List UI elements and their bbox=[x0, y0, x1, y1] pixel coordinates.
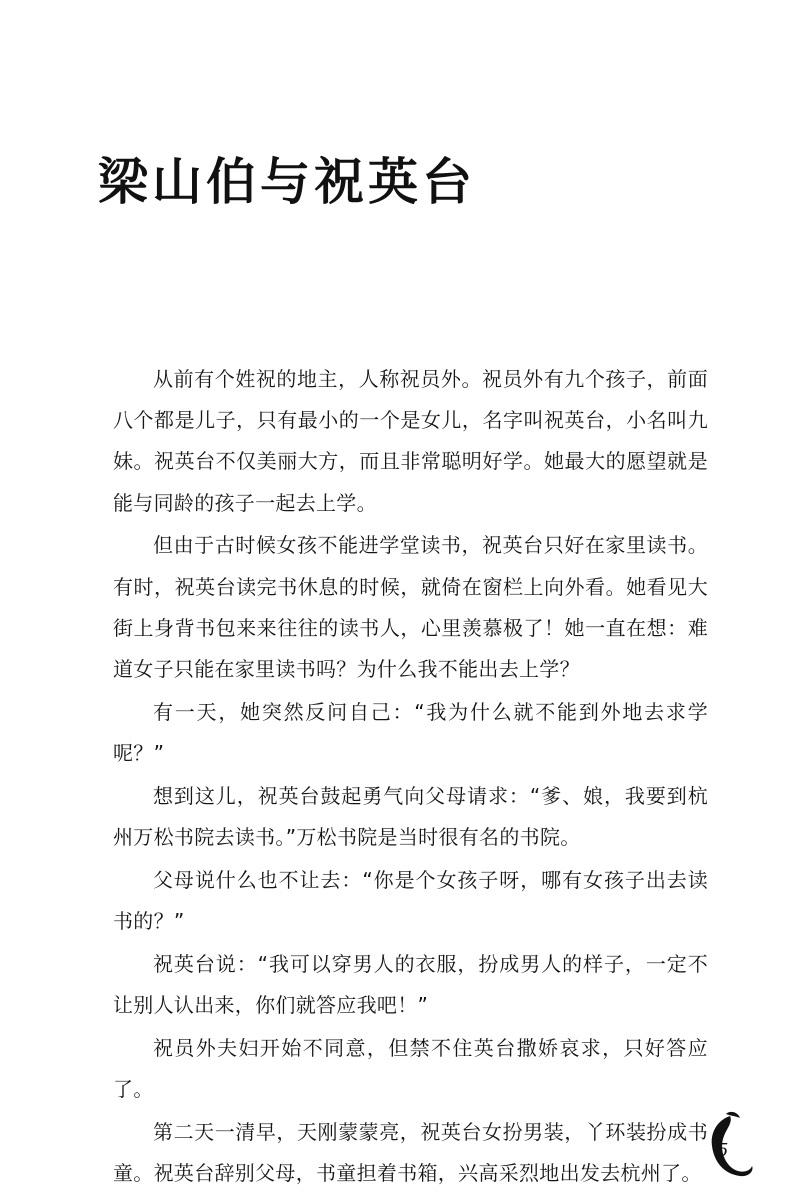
paragraph: 有一天，她突然反问自己：“我为什么就不能到外地去求学呢？” bbox=[113, 699, 708, 766]
page-title: 梁山伯与祝英台 bbox=[98, 153, 476, 211]
story-body bbox=[113, 359, 708, 1196]
page-number: 5 bbox=[717, 1140, 729, 1161]
paragraph: 父母说什么也不让去：“你是个女孩子呀，哪有女孩子出去读书的？” bbox=[113, 867, 708, 934]
paragraph: 祝英台说：“我可以穿男人的衣服，扮成男人的样子，一定不让别人认出来，你们就答应我吧！” bbox=[113, 951, 708, 1018]
paragraph: 祝员外夫妇开始不同意，但禁不住英台撒娇哀求，只好答应了。 bbox=[113, 1035, 708, 1102]
paragraph: 从前有个姓祝的地主，人称祝员外。祝员外有九个孩子，前面八个都是儿子，只有最小的一个是女儿，名字叫祝英台，小名叫九妹。祝英台不仅美丽大方，而且非常聪明好学。她最大的愿望就是能与同龄的孩子一起去上学。 bbox=[113, 367, 708, 515]
paragraph: 第二天一清早，天刚蒙蒙亮，祝英台女扮男装，丫环装扮成书童。祝英台辞别父母，书童担着书箱，兴高采烈地出发去杭州了。 bbox=[113, 1119, 708, 1186]
paragraph: 想到这儿，祝英台鼓起勇气向父母请求：“爹、娘，我要到杭州万松书院去读书。”万松书院是当时很有名的书院。 bbox=[113, 783, 708, 850]
paragraph: 但由于古时候女孩不能进学堂读书，祝英台只好在家里读书。有时，祝英台读完书休息的时候，就倚在窗栏上向外看。她看见大街上身背书包来来往往的读书人，心里羡慕极了！她一直在想：难道女子只能在家里读书吗？为什么我不能出去上学？ bbox=[113, 533, 708, 682]
